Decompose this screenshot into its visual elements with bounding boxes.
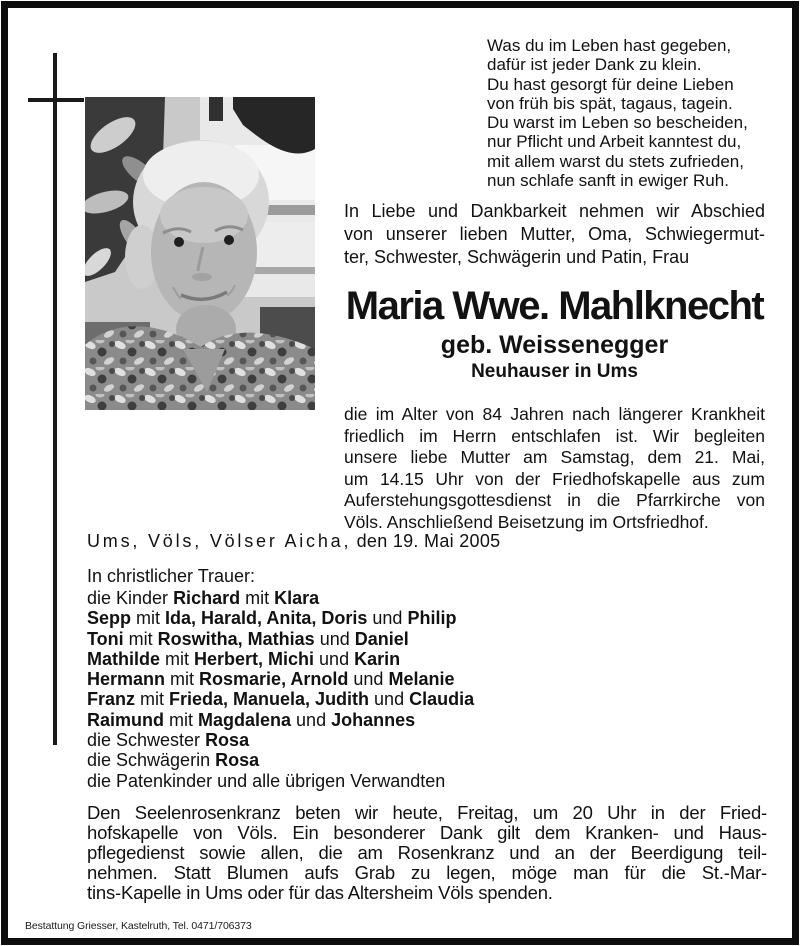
death-text-line: unsere liebe Mutter am Samstag, dem 21. Mai, [344,447,765,468]
dateline-places: Ums, Völs, Völser Aicha, [87,531,352,551]
mourning-line: Raimund mit Magdalena und Johannes [87,709,416,730]
deceased-birth-name: geb. Weissenegger [440,331,669,359]
deceased-house-name: Neuhauser in Ums [471,361,638,382]
mourning-line: Mathilde mit Herbert, Michi und Karin [87,648,401,669]
funeral-home-credit: Bestattung Griesser, Kastelruth, Tel. 0471/706373 [25,920,252,932]
deceased-name: Maria Wwe. Mahlknecht [345,284,764,328]
memorial-poem [487,36,749,190]
death-text-line: Völs. Anschließend Beisetzung im Ortsfriedhof. [344,511,709,532]
mourning-line: die Schwägerin Rosa [87,750,260,771]
mourning-line: die Kinder Richard mit Klara [87,588,320,608]
intro-line: von unserer lieben Mutter, Oma, Schwiegermut- [344,224,765,244]
death-announcement-text [344,404,765,534]
mourning-line: Sepp mit Ida, Harald, Anita, Doris und Philip [87,608,457,629]
rosary-line: tins-Kapelle in Ums oder für das Altersheim Völs spenden. [87,882,553,903]
mourning-line: die Schwester Rosa [87,730,250,751]
poem-line: nur Pflicht und Arbeit kanntest du, [487,132,742,152]
intro-text [344,200,765,269]
intro-line: ter, Schwester, Schwägerin und Patin, Frau [344,247,690,267]
mourning-heading: In christlicher Trauer: [87,566,256,586]
poem-line: dafür ist jeder Dank zu klein. [487,55,702,75]
poem-line: Du warst im Leben so bescheiden, [487,113,748,133]
poem-line: Du hast gesorgt für deine Lieben [487,74,734,94]
death-text-line: friedlich im Herrn entschlafen ist. Wir begleiten [344,425,765,446]
death-text-line: um 14.15 Uhr von der Friedhofskapelle aus zum [344,468,765,489]
mourning-line: Toni mit Roswitha, Mathias und Daniel [87,628,409,649]
rosary-info-text [87,803,767,903]
rosary-line: nehmen. Statt Blumen aufs Grab zu legen, möge man für die St.-Mar- [87,862,767,883]
deceased-portrait-photo [85,97,315,410]
dateline-date: den 19. Mai 2005 [351,531,501,551]
dateline [87,531,501,552]
death-text-line: Auferstehungsgottesdienst in die Pfarrkirche von [344,490,765,511]
rosary-line: hofskapelle von Völs. Ein besonderer Dank gilt dem Kranken- und Haus- [87,822,767,843]
cross-icon [53,53,57,745]
mourning-line: Hermann mit Rosmarie, Arnold und Melanie [87,669,455,690]
mourning-line: Franz mit Frieda, Manuela, Judith und Claudia [87,689,475,710]
rosary-line: Den Seelenrosenkranz beten wir heute, Freitag, um 20 Uhr in der Fried- [87,802,767,823]
intro-line: In Liebe und Dankbarkeit nehmen wir Abschied [344,201,765,221]
poem-line: von früh bis spät, tagaus, tagein. [487,93,733,113]
mourning-line: die Patenkinder und alle übrigen Verwandten [87,770,446,791]
poem-line: mit allem warst du stets zufrieden, [487,151,744,171]
mourning-family-list [87,588,557,791]
cross-icon-bar [28,98,84,102]
portrait-photo-illustration [85,97,315,410]
poem-line: nun schlafe sanft in ewiger Ruh. [487,171,729,191]
poem-line: Was du im Leben hast gegeben, [487,36,732,55]
rosary-line: pflegedienst sowie allen, die am Rosenkranz und an der Beerdigung teil- [87,842,767,863]
death-text-line: die im Alter von 84 Jahren nach längerer Krankheit [344,404,765,424]
